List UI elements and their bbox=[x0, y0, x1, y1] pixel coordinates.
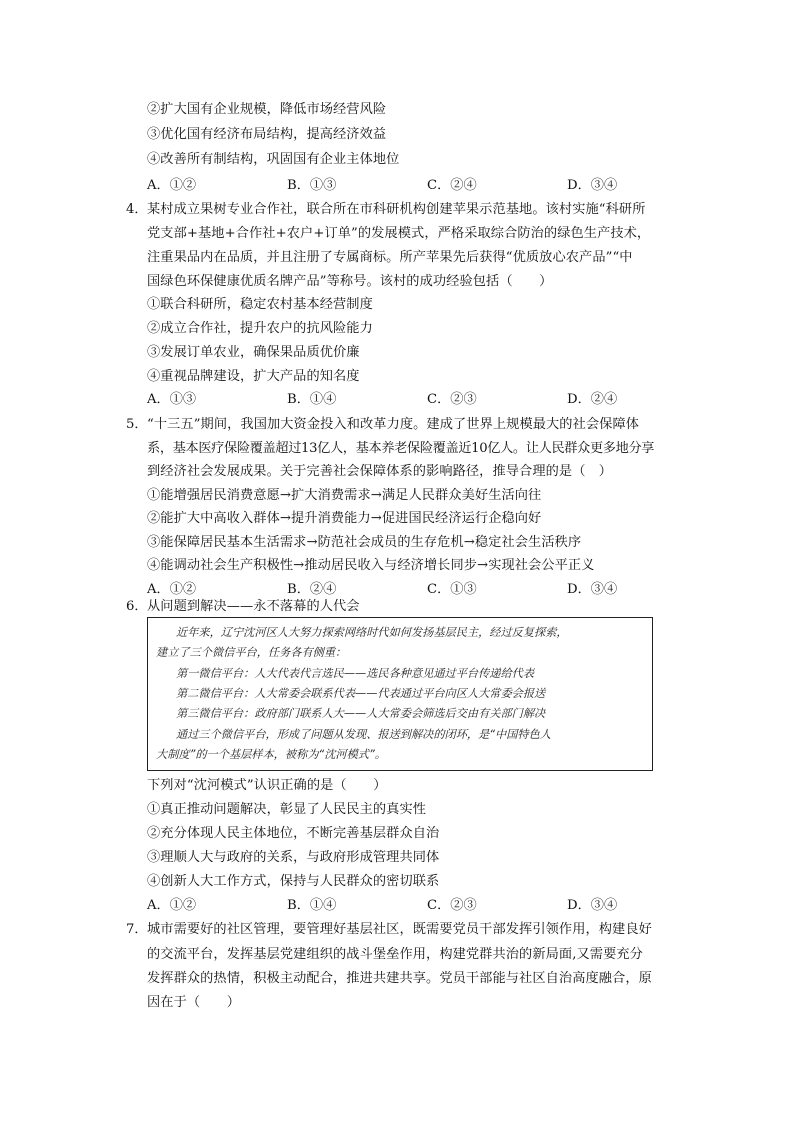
q4-item-2: ②成立合作社，提升农户的抗风险能力 bbox=[147, 321, 373, 336]
q5-number: 5． bbox=[126, 417, 148, 432]
q6-box-line-6: 通过三个微信平台，形成了问题从发现、报送到解决的闭环，是“中国特色人 bbox=[176, 728, 551, 741]
q5-option-c: C．①③ bbox=[427, 582, 477, 597]
q7-stem-line-3: 发挥群众的热情，积极主动配合，推进共建共享。党员干部能与社区自治高度融合，原 bbox=[147, 971, 652, 986]
q4-stem-line-4: 国绿色环保健康优质名牌产品”等称号。该村的成功经验包括（ ） bbox=[147, 274, 553, 289]
q6-box-line-5: 第三微信平台：政府部门联系人大——人大常委会筛选后交由有关部门解决 bbox=[176, 707, 546, 720]
q6-material-box bbox=[147, 617, 653, 771]
q4-item-3: ③发展订单农业，确保果品质优价廉 bbox=[147, 345, 360, 360]
q7-stem-line-4: 因在于（ ） bbox=[147, 995, 241, 1010]
q6-box-line-7: 大制度”的一个基层样本，被称为“沈河模式”。 bbox=[156, 748, 386, 761]
q5-item-1: ①能增强居民消费意愿→扩大消费需求→满足人民群众美好生活向往 bbox=[147, 488, 542, 503]
q5-option-a: A．①② bbox=[147, 582, 197, 597]
q6-item-2: ②充分体现人民主体地位，不断完善基层群众自治 bbox=[147, 826, 440, 841]
q5-stem-line-2: 系，基本医疗保险覆盖超过13亿人，基本养老保险覆盖近10亿人。让人民群众更多地分享 bbox=[147, 441, 655, 456]
q3-option-b: B．①③ bbox=[287, 178, 337, 193]
q4-stem-line-2: 党支部+基地+合作社+农户+订单”的发展模式，严格采取综合防治的绿色生产技术， bbox=[147, 226, 651, 241]
q6-item-3: ③理顺人大与政府的关系，与政府形成管理共同体 bbox=[147, 850, 440, 865]
q3-option-a: A．①② bbox=[147, 178, 197, 193]
q6-box-line-2: 建立了三个微信平台，任务各有侧重： bbox=[156, 646, 347, 659]
q3-item-4: ④改善所有制结构，巩固国有企业主体地位 bbox=[147, 152, 400, 167]
q6-title: 从问题到解决——永不落幕的人代会 bbox=[147, 599, 360, 614]
q7-stem-line-1: 城市需要好的社区管理，要管理好基层社区，既需要党员干部发挥引领作用，构建良好 bbox=[147, 922, 652, 937]
q6-option-d: D．③④ bbox=[567, 898, 618, 913]
q4-option-a: A．①③ bbox=[147, 392, 197, 407]
q7-stem-line-2: 的交流平台，发挥基层党建组织的战斗堡垒作用，构建党群共治的新局面,又需要充分 bbox=[147, 947, 643, 962]
q4-option-b: B．①④ bbox=[287, 392, 337, 407]
q5-stem-line-3: 到经济社会发展成果。关于完善社会保障体系的影响路径，推导合理的是（ ） bbox=[147, 464, 613, 479]
q4-option-d: D．②④ bbox=[567, 392, 618, 407]
q6-number: 6． bbox=[126, 599, 148, 614]
q5-item-4: ④能调动社会生产积极性→推动居民收入与经济增长同步→实现社会公平正义 bbox=[147, 558, 595, 573]
q5-stem-line-1: “十三五”期间，我国加大资金投入和改革力度。建成了世界上规模最大的社会保障体 bbox=[147, 417, 640, 432]
q3-item-3: ③优化国有经济布局结构，提高经济效益 bbox=[147, 127, 387, 142]
q5-item-3: ③能保障居民基本生活需求→防范社会成员的生存危机→稳定社会生活秩序 bbox=[147, 535, 582, 550]
q4-stem-line-3: 注重果品内在品质，并且注册了专属商标。所产苹果先后获得“优质放心农产品”“中 bbox=[147, 250, 633, 265]
q6-box-line-3: 第一微信平台：人大代表代言选民——选民各种意见通过平台传递给代表 bbox=[176, 667, 535, 680]
q6-option-b: B．①④ bbox=[287, 898, 337, 913]
q6-option-c: C．②③ bbox=[427, 898, 477, 913]
q6-item-4: ④创新人大工作方式，保持与人民群众的密切联系 bbox=[147, 874, 440, 889]
q6-box-line-4: 第二微信平台：人大常委会联系代表——代表通过平台向区人大常委会报送 bbox=[176, 687, 546, 700]
q5-item-2: ②能扩大中高收入群体→提升消费能力→促进国民经济运行企稳向好 bbox=[147, 511, 542, 526]
q3-option-d: D．③④ bbox=[567, 178, 618, 193]
q6-option-a: A．①② bbox=[147, 898, 197, 913]
q5-option-d: D．③④ bbox=[567, 582, 618, 597]
q3-item-2: ②扩大国有企业规模，降低市场经营风险 bbox=[147, 102, 387, 117]
q4-number: 4． bbox=[126, 202, 148, 217]
q6-question: 下列对“沈河模式”认识正确的是（ ） bbox=[147, 778, 387, 793]
q4-option-c: C．②③ bbox=[427, 392, 477, 407]
q5-option-b: B．②④ bbox=[287, 582, 337, 597]
q7-number: 7． bbox=[126, 922, 148, 937]
q3-option-c: C．②④ bbox=[427, 178, 477, 193]
q6-item-1: ①真正推动问题解决，彰显了人民民主的真实性 bbox=[147, 802, 427, 817]
q6-box-line-1: 近年来，辽宁沈河区人大努力探索网络时代如何发扬基层民主，经过反复探索， bbox=[176, 626, 568, 639]
q4-item-4: ④重视品牌建设，扩大产品的知名度 bbox=[147, 369, 360, 384]
q4-stem-line-1: 某村成立果树专业合作社，联合所在市科研机构创建苹果示范基地。该村实施“科研所 bbox=[147, 202, 646, 217]
q4-item-1: ①联合科研所，稳定农村基本经营制度 bbox=[147, 297, 373, 312]
